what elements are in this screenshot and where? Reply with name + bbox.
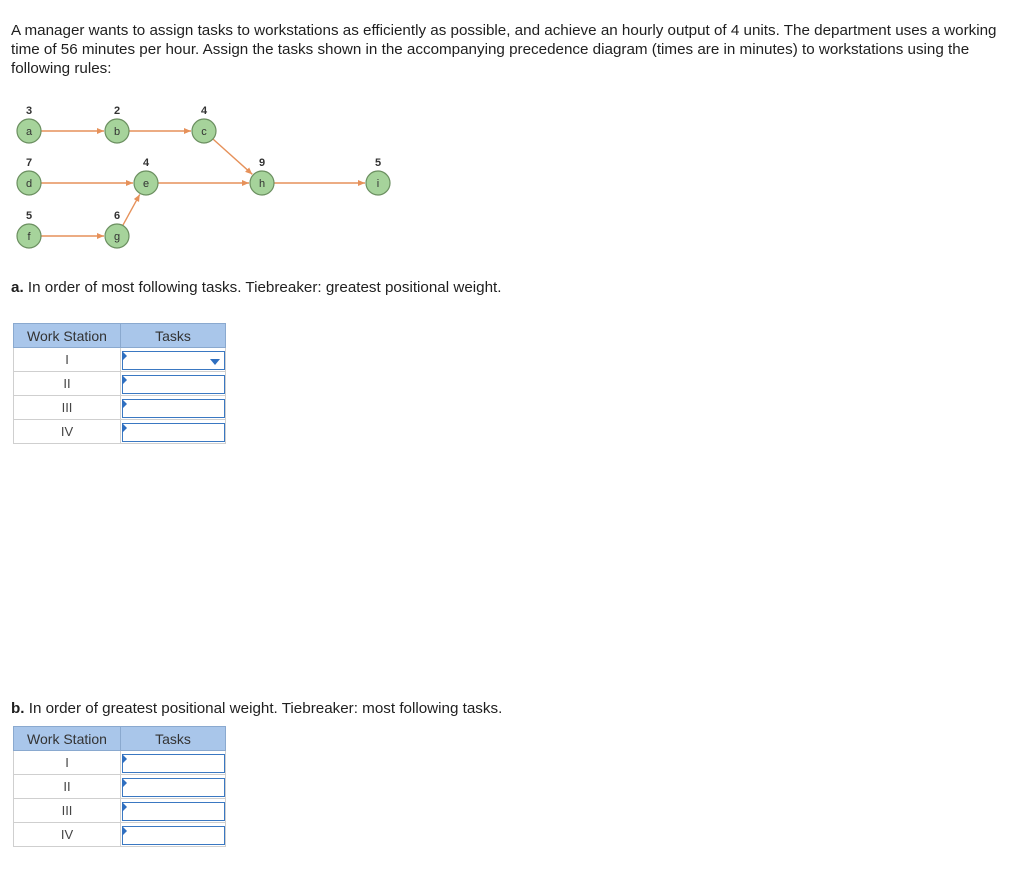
part-b-letter: b. — [11, 700, 25, 717]
part-a-station-3-tasks-input[interactable] — [122, 399, 225, 418]
station-label: II — [14, 372, 121, 396]
table-row — [14, 372, 226, 396]
node-time: 4 — [200, 105, 208, 117]
table-row — [14, 823, 226, 847]
node-time: 9 — [258, 157, 266, 169]
part-a-station-2-tasks-input[interactable] — [122, 375, 225, 394]
answer-flag-icon — [122, 423, 127, 433]
node-e — [134, 157, 158, 195]
station-label: III — [14, 396, 121, 420]
table-row — [14, 799, 226, 823]
node-label: i — [376, 178, 380, 190]
answer-flag-icon — [122, 778, 127, 788]
station-label: III — [14, 799, 121, 823]
part-a-station-4-tasks-input[interactable] — [122, 423, 225, 442]
node-label: b — [113, 126, 121, 138]
node-a — [17, 105, 41, 143]
part-a-station-1-tasks-select[interactable] — [122, 351, 225, 370]
answer-flag-icon — [122, 754, 127, 764]
part-b-station-4-tasks-input[interactable] — [122, 826, 225, 845]
node-label: e — [142, 178, 150, 190]
table-row — [14, 775, 226, 799]
edge-c-h — [213, 139, 252, 174]
node-label: d — [25, 178, 33, 190]
answer-flag-icon — [122, 399, 127, 409]
station-label: II — [14, 775, 121, 799]
node-d — [17, 157, 41, 195]
node-time: 4 — [142, 157, 150, 169]
part-a-text: In order of most following tasks. Tiebreaker: greatest positional weight. — [23, 279, 502, 296]
part-b-table — [13, 726, 226, 847]
part-b-station-2-tasks-input[interactable] — [122, 778, 225, 797]
node-label: f — [27, 231, 31, 243]
node-b — [105, 105, 129, 143]
part-a-header-tasks: Tasks — [121, 324, 226, 348]
station-label: IV — [14, 420, 121, 444]
node-f — [17, 210, 41, 248]
node-c — [192, 105, 216, 143]
station-label: IV — [14, 823, 121, 847]
table-row — [14, 396, 226, 420]
node-label: a — [25, 126, 33, 138]
answer-flag-icon — [122, 351, 127, 361]
table-row — [14, 751, 226, 775]
part-b-instruction — [11, 700, 502, 717]
node-label: h — [258, 178, 266, 190]
node-h — [250, 157, 274, 195]
node-time: 5 — [25, 210, 33, 222]
station-label: I — [14, 348, 121, 372]
answer-flag-icon — [122, 802, 127, 812]
node-g — [105, 210, 129, 248]
station-label: I — [14, 751, 121, 775]
node-i — [366, 157, 390, 195]
precedence-diagram — [0, 95, 420, 260]
part-a-letter: a. — [11, 279, 24, 296]
part-b-header-tasks: Tasks — [121, 727, 226, 751]
part-b-station-1-tasks-input[interactable] — [122, 754, 225, 773]
part-b-header-station: Work Station — [14, 727, 121, 751]
answer-flag-icon — [122, 826, 127, 836]
node-time: 2 — [113, 105, 121, 117]
part-b-text: In order of greatest positional weight. Tiebreaker: most following tasks. — [24, 700, 503, 717]
part-a-instruction — [11, 279, 501, 296]
part-a-header-station: Work Station — [14, 324, 121, 348]
problem-statement: A manager wants to assign tasks to workstations as efficiently as possible, and achieve an hourly output of 4 units. The department uses a working time of 56 minutes per hour. Assign the tasks shown in the accompanying precedence diagram (times are in minutes) to workstations using the following rules: — [11, 22, 997, 77]
answer-flag-icon — [122, 375, 127, 385]
node-label: c — [201, 126, 207, 138]
part-b-station-3-tasks-input[interactable] — [122, 802, 225, 821]
node-time: 5 — [374, 157, 382, 169]
table-row — [14, 420, 226, 444]
node-time: 7 — [25, 157, 33, 169]
node-time: 6 — [113, 210, 121, 222]
node-label: g — [113, 231, 121, 243]
edge-g-e — [123, 194, 140, 225]
table-row — [14, 348, 226, 372]
node-time: 3 — [25, 105, 33, 117]
chevron-down-icon[interactable] — [210, 359, 220, 365]
part-a-table — [13, 323, 226, 444]
